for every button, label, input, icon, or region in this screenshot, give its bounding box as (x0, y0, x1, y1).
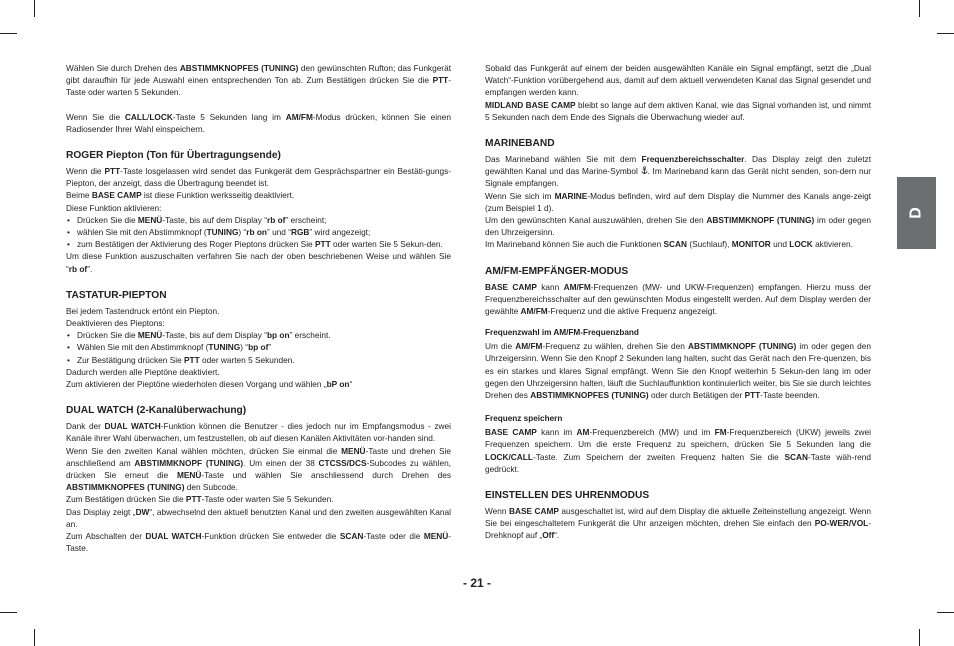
left-column (66, 62, 451, 555)
paragraph: Zum aktivieren der Pieptöne wiederholen diesen Vorgang und wählen „bP on“ (66, 379, 353, 390)
paragraph: Um diese Funktion auszuschalten verfahren Sie nach der oben beschriebenen Weise und wählen Sie “rb of”. (66, 251, 451, 274)
bold-term: PTT (432, 75, 449, 86)
bold-term: rb on (246, 227, 267, 238)
list-item: • zum Bestätigen der Aktivierung des Roger Pieptons drücken Sie PTT oder warten Sie 5 Sekun-den. (66, 238, 451, 250)
bold-term: bP on (326, 379, 350, 390)
bold-term: bp on (266, 330, 290, 341)
crop-mark (919, 629, 920, 646)
paragraph: Wenn Sie sich im MARINE-Modus befinden, wird auf dem Display die Nummer des Kanals ange-zeigt (zum Beispiel 1 d). (485, 190, 871, 213)
paragraph: MIDLAND BASE CAMP bleibt so lange auf dem aktiven Kanal, wie das Signal vorhanden ist, und nimmt 5 Sekunden nach dem Ende des Signals die Überwachung wieder auf. (485, 99, 871, 122)
bold-term: SCAN (339, 531, 364, 542)
section-heading-roger: ROGER Piepton (Ton für Übertragungsende) (66, 150, 281, 162)
bold-term: MARINE (554, 190, 588, 201)
anchor-icon (641, 166, 648, 175)
bullet-list (66, 329, 451, 366)
crop-mark (937, 33, 954, 34)
bold-term: BASE CAMP (485, 427, 537, 438)
subheading-frequenz-speichern: Frequenz speichern (485, 414, 563, 424)
paragraph: Dadurch werden alle Pieptöne deaktiviert. (66, 366, 220, 377)
crop-mark (937, 612, 954, 613)
paragraph (485, 153, 871, 190)
section-heading-tastatur: TASTATUR-PIEPTON (66, 289, 167, 301)
paragraph: Wenn die PTT-Taste losgelassen wird sendet das Funkgerät dem Gesprächspartner ein Bestäti-gungs-Piepton, der anzeigt, dass die Übertragung beendet ist. (66, 166, 451, 189)
bold-term: rb of (68, 263, 88, 274)
bold-term: ABSTIMMKNOPFES (TUNING) (66, 482, 185, 493)
paragraph: Bei jedem Tastendruck ertönt ein Piepton. (66, 305, 220, 316)
subheading-frequenzwahl: Frequenzwahl im AM/FM-Frequenzband (485, 328, 639, 338)
paragraph: Wählen Sie durch Drehen des ABSTIMMKNOPFES (TUNING) den gewünschten Rufton; das Funkgerät gibt daraufhin für jede Auswahl einen entsprechenden Ton ab. Zum Bestätigen drücken Sie die PTT-Taste oder warten 5 Sekunden. (66, 63, 451, 98)
bold-term: Frequenzbereichsschalter (641, 154, 745, 165)
crop-mark (34, 629, 35, 646)
paragraph: Sobald das Funkgerät auf einem der beiden ausgewählten Kanäle ein Signal empfängt, setzt die „Dual Watch“-Funktion vorübergehend aus, damit auf dem aktuell verwendeten Kanal das Signal gesendet und empfangen werden kann. (485, 63, 871, 98)
text-run: . Im Marineband kann das Gerät nicht senden, son-dern nur Signale empfangen. (485, 166, 871, 189)
list-item: • Wählen Sie mit den Abstimmknopf (TUNING) “bp of” (66, 341, 451, 353)
list-item: • wählen Sie mit den Abstimmknopf (TUNING) “rb on” und “RGB” wird angezeigt; (66, 226, 451, 238)
list-item: • Drücken Sie die MENÜ-Taste, bis auf dem Display “bp on” erscheint. (66, 329, 451, 341)
bold-term: MENÜ (423, 531, 449, 542)
bold-term: MIDLAND BASE CAMP (485, 99, 576, 110)
paragraph: Zum Abschalten der DUAL WATCH-Funktion drücken Sie entweder die SCAN-Taste oder die MENÜ-Taste. (66, 531, 452, 554)
paragraph: Beime BASE CAMP ist diese Funktion werksseitig deaktiviert. (66, 190, 295, 201)
bold-term: MENÜ (176, 470, 202, 481)
bold-term: BASE CAMP (485, 281, 537, 292)
paragraph: Deaktivieren des Pieptons: (66, 318, 165, 329)
bold-term: FM (714, 427, 727, 438)
bold-term: TUNING (206, 227, 239, 238)
paragraph: BASE CAMP kann im AM-Frequenzbereich (MW) und im FM-Frequenzbereich (UKW) jeweils zwei Frequenzen speichern. Um die erste Frequenz zu speichern, drücken Sie 5 Sekunden lang die LOCK/CALL-Taste. Zum Speichern der zweiten Frequenz halten Sie die SCAN-Taste wäh-rend gedrückt. (485, 427, 871, 474)
bold-term: ABSTIMMKNOPF (TUNING) (688, 341, 797, 352)
bold-term: CALL (124, 111, 148, 122)
bold-term: TUNING (208, 342, 241, 353)
paragraph: BASE CAMP kann AM/FM-Frequenzen (MW- und UKW-Frequenzen) empfangen. Hierzu muss der Frequenzbereichsschalter auf den gewünschten Modus eingestellt werden. Auf dem Display werden der gewählte AM/FM-Frequenz und die aktive Frequenz angezeigt. (485, 281, 871, 317)
bold-term: BASE CAMP (91, 190, 142, 201)
bold-term: LOCK/CALL (485, 451, 533, 462)
bold-term: Off (542, 530, 555, 541)
bold-term: ABSTIMMKNOPFES (TUNING) (179, 63, 299, 73)
bold-term: CTCSS/DCS (318, 457, 367, 468)
bold-term: MENÜ (137, 330, 163, 341)
paragraph: Um den gewünschten Kanal auszuwählen, drehen Sie den ABSTIMMKNOPF (TUNING) im oder gegen den Uhrzeigersinn. (485, 215, 871, 238)
bold-term: MENÜ (341, 445, 366, 456)
crop-mark (919, 0, 920, 17)
crop-mark (34, 0, 35, 17)
bold-term: DW (135, 506, 150, 517)
bold-term: BASE CAMP (509, 506, 559, 517)
bold-term: ABSTIMMKNOPFES (TUNING) (530, 390, 649, 401)
bold-term: AM (576, 427, 590, 438)
bullet-list (66, 214, 451, 251)
bold-term: AM/FM (520, 306, 548, 317)
section-heading-dual-watch: DUAL WATCH (2-Kanalüberwachung) (66, 405, 247, 417)
bold-term: PTT (744, 390, 761, 401)
bold-term: RGB (290, 227, 310, 238)
section-heading-marineband: MARINEBAND (485, 138, 555, 150)
bold-term: SCAN (784, 451, 809, 462)
bold-term: PTT (185, 494, 202, 505)
paragraph: Zum Bestätigen drücken Sie die PTT-Taste oder warten Sie 5 Sekunden. (66, 494, 334, 505)
section-heading-uhrenmodus: EINSTELLEN DES UHRENMODUS (485, 490, 650, 502)
language-tab-letter: D (907, 207, 925, 219)
paragraph: Dank der DUAL WATCH-Funktion können die Benutzer - dies jedoch nur im Empfangsmodus - zwei Kanäle ihrer Wahl überwachen, um festzustellen, ob auf diesen Kanälen Aktivitäten vor-handen sind. (66, 421, 451, 444)
paragraph: Diese Funktion aktivieren: (66, 202, 162, 213)
text-run: Das Marineband wählen Sie mit dem Frequenzbereichsschalter. Das Display zeigt den zuletzt gewählten Kanal und das Marine-Symbol (485, 154, 871, 177)
bold-term: AM/FM (285, 111, 313, 122)
bold-term: rb of (266, 214, 286, 225)
section-heading-amfm: AM/FM-EMPFÄNGER-MODUS (485, 265, 629, 277)
bold-term: LOCK (789, 239, 813, 250)
bold-term: PO-WER/VOL (814, 518, 869, 529)
bold-term: ABSTIMMKNOPF (TUNING) (706, 215, 815, 226)
bold-term: PTT (184, 354, 200, 365)
bold-term: AM/FM (563, 281, 591, 292)
bold-term: MENÜ (137, 214, 163, 225)
bold-term: ABSTIMMKNOPF (TUNING) (134, 457, 244, 468)
bold-term: MONITOR (731, 239, 771, 250)
paragraph: Um die AM/FM-Frequenz zu wählen, drehen Sie den ABSTIMMKNOPF (TUNING) im oder gegen den Uhrzeigersinn. Wenn Sie den Knopf 2 Sekunden lang halten, sucht das Gerät nach den Fre-quenzen, bis es ein starkes und klares Signal empfängt. Wenn Sie den Knopf weiterhin 5 Sekun-den lang im oder gegen den Uhrzeigersinn halten, läuft die Suchlauffunktion kontinuierlich weiter, bis Sie sie durch leichtes Drehen des ABSTIMMKNOPFES (TUNING) oder durch Betätigen der PTT-Taste beenden. (485, 341, 871, 401)
bold-term: DUAL WATCH (104, 421, 161, 432)
bold-term: AM/FM (515, 341, 543, 352)
crop-mark (0, 612, 17, 613)
paragraph: Das Display zeigt „DW“, abwechselnd den aktuell benutzten Kanal und den zweiten ausgewählten Kanal an. (66, 506, 451, 529)
bold-term: PTT (314, 239, 331, 250)
page-number: - 21 - (462, 576, 491, 590)
language-tab (897, 177, 936, 249)
paragraph: Wenn Sie den zweiten Kanal wählen möchten, drücken Sie einmal die MENÜ-Taste und drehen Sie anschließend am ABSTIMMKNOPF (TUNING). Um einen der 38 CTCSS/DCS-Subcodes zu wählen, drücken Sie erneut die MENÜ-Taste und wählen Sie anschliessend durch Drehen des ABSTIMMKNOPFES (TUNING) den Subcode. (66, 445, 452, 493)
bold-term: PTT (104, 166, 121, 177)
list-item: • Zur Bestätigung drücken Sie PTT oder warten 5 Sekunden. (66, 354, 451, 366)
paragraph: Wenn BASE CAMP ausgeschaltet ist, wird auf dem Display die aktuelle Zeiteinstellung angezeigt. Wenn Sie bei eingeschaltetem Funkgerät die Uhr anzeigen möchten, drehen Sie einfach den PO-WER/VOL-Drehknopf auf „Off“. (485, 506, 871, 541)
bold-term: LOCK (149, 111, 173, 122)
paragraph: Im Marineband können Sie auch die Funktionen SCAN (Suchlauf), MONITOR und LOCK aktivieren. (485, 239, 853, 250)
right-column (485, 62, 871, 542)
crop-mark (0, 33, 17, 34)
bold-term: SCAN (663, 239, 688, 250)
list-item: • Drücken Sie die MENÜ-Taste, bis auf dem Display “rb of” erscheint; (66, 214, 451, 226)
paragraph: Wenn Sie die CALL/LOCK-Taste 5 Sekunden lang im AM/FM-Modus drücken, können Sie einen Radiosender Ihrer Wahl einspeichern. (66, 111, 451, 134)
bold-term: DUAL WATCH (145, 531, 202, 542)
bold-term: bp of (248, 342, 269, 353)
